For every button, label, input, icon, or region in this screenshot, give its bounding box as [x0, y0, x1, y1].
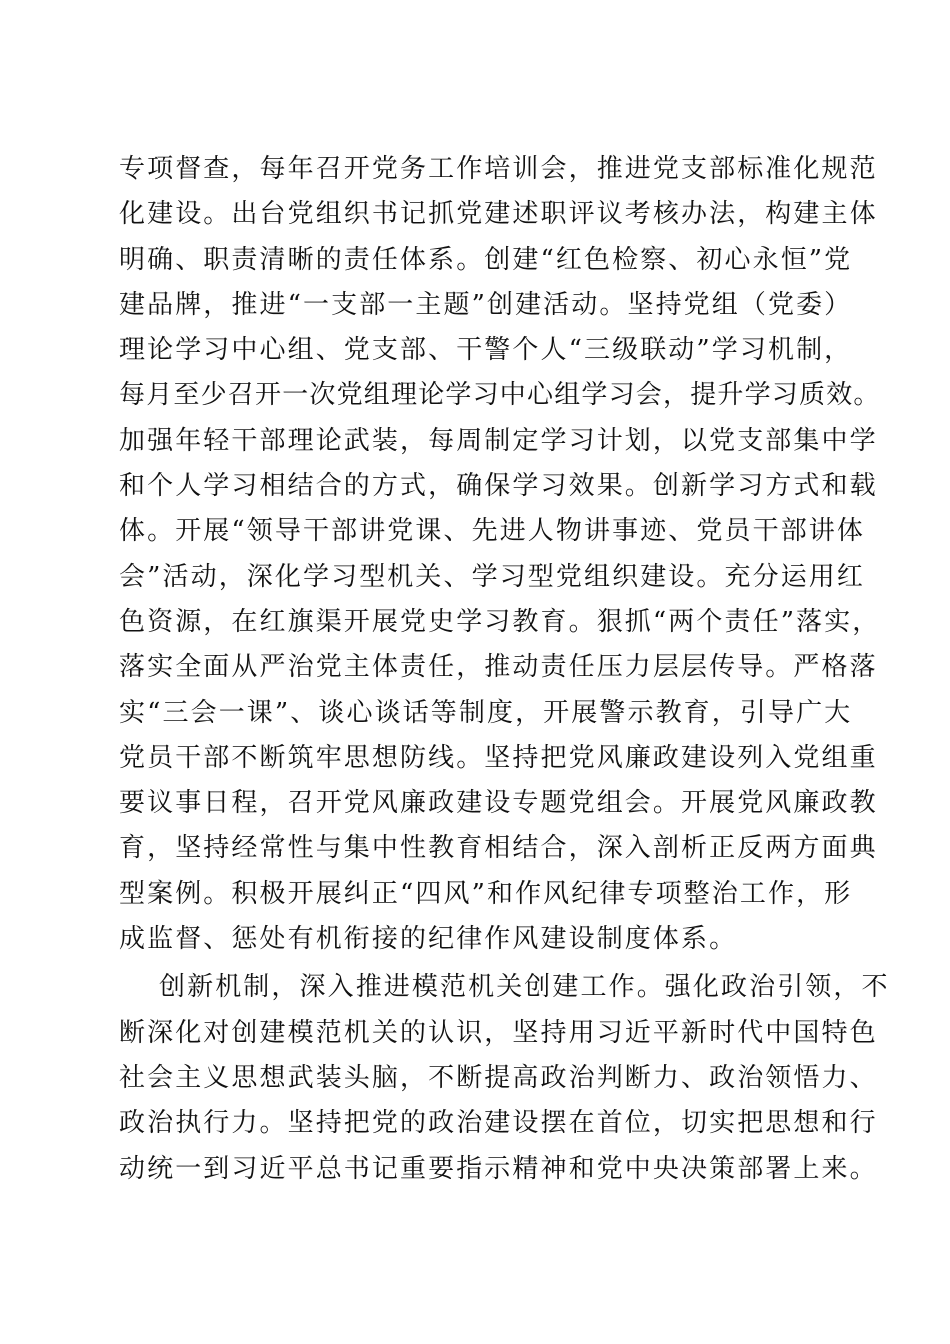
p1-line-14: 党员干部不断筑牢思想防线。坚持把党风廉政建设列入党组重 — [119, 742, 878, 773]
p1-line-8: 和个人学习相结合的方式，确保学习效果。创新学习方式和载 — [119, 471, 878, 502]
document-body — [119, 147, 890, 1192]
p1-line-17: 型案例。积极开展纠正“四风”和作风纪律专项整治工作，形 — [119, 878, 853, 909]
p1-line-15: 要议事日程，召开党风廉政建设专题党组会。开展党风廉政教 — [119, 788, 878, 819]
p1-line-6: 每月至少召开一次党组理论学习中心组学习会，提升学习质效。 — [119, 380, 881, 411]
p2-line-2: 断深化对创建模范机关的认识，坚持用习近平新时代中国特色 — [119, 1017, 878, 1048]
p1-line-4: 建品牌，推进“一支部一主题”创建活动。坚持党组（党委） — [119, 289, 853, 320]
p1-line-11: 色资源，在红旗渠开展党史学习教育。狠抓“两个责任”落实， — [119, 606, 881, 637]
p2-line-1: 创新机制，深入推进模范机关创建工作。强化政治引领，不 — [159, 972, 890, 1003]
p1-line-9: 体。开展“领导干部讲党课、先进人物讲事迹、党员干部讲体 — [119, 516, 865, 547]
p1-line-13: 实“三会一课”、谈心谈话等制度，开展警示教育，引导广大 — [119, 697, 853, 728]
p1-line-18: 成监督、惩处有机衔接的纪律作风建设制度体系。 — [119, 924, 738, 955]
p2-line-3: 社会主义思想武装头脑，不断提高政治判断力、政治领悟力、 — [119, 1062, 878, 1093]
p1-line-1: 专项督查，每年召开党务工作培训会，推进党支部标准化规范 — [119, 154, 878, 184]
p2-line-5: 动统一到习近平总书记重要指示精神和党中央决策部署上来。 — [119, 1153, 878, 1184]
p1-line-7: 加强年轻干部理论武装，每周制定学习计划，以党支部集中学 — [119, 425, 878, 456]
p1-line-12: 落实全面从严治党主体责任，推动责任压力层层传导。严格落 — [119, 652, 878, 683]
p1-line-16: 育，坚持经常性与集中性教育相结合，深入剖析正反两方面典 — [119, 833, 878, 864]
p1-line-3: 明确、职责清晰的责任体系。创建“红色检察、初心永恒”党 — [119, 244, 853, 275]
p2-line-4: 政治执行力。坚持把党的政治建设摆在首位，切实把思想和行 — [119, 1108, 878, 1139]
p1-line-10: 会”活动，深化学习型机关、学习型党组织建设。充分运用红 — [119, 561, 865, 592]
p1-line-2: 化建设。出台党组织书记抓党建述职评议考核办法，构建主体 — [119, 199, 878, 230]
p1-line-5: 理论学习中心组、党支部、干警个人“三级联动”学习机制， — [119, 335, 853, 366]
